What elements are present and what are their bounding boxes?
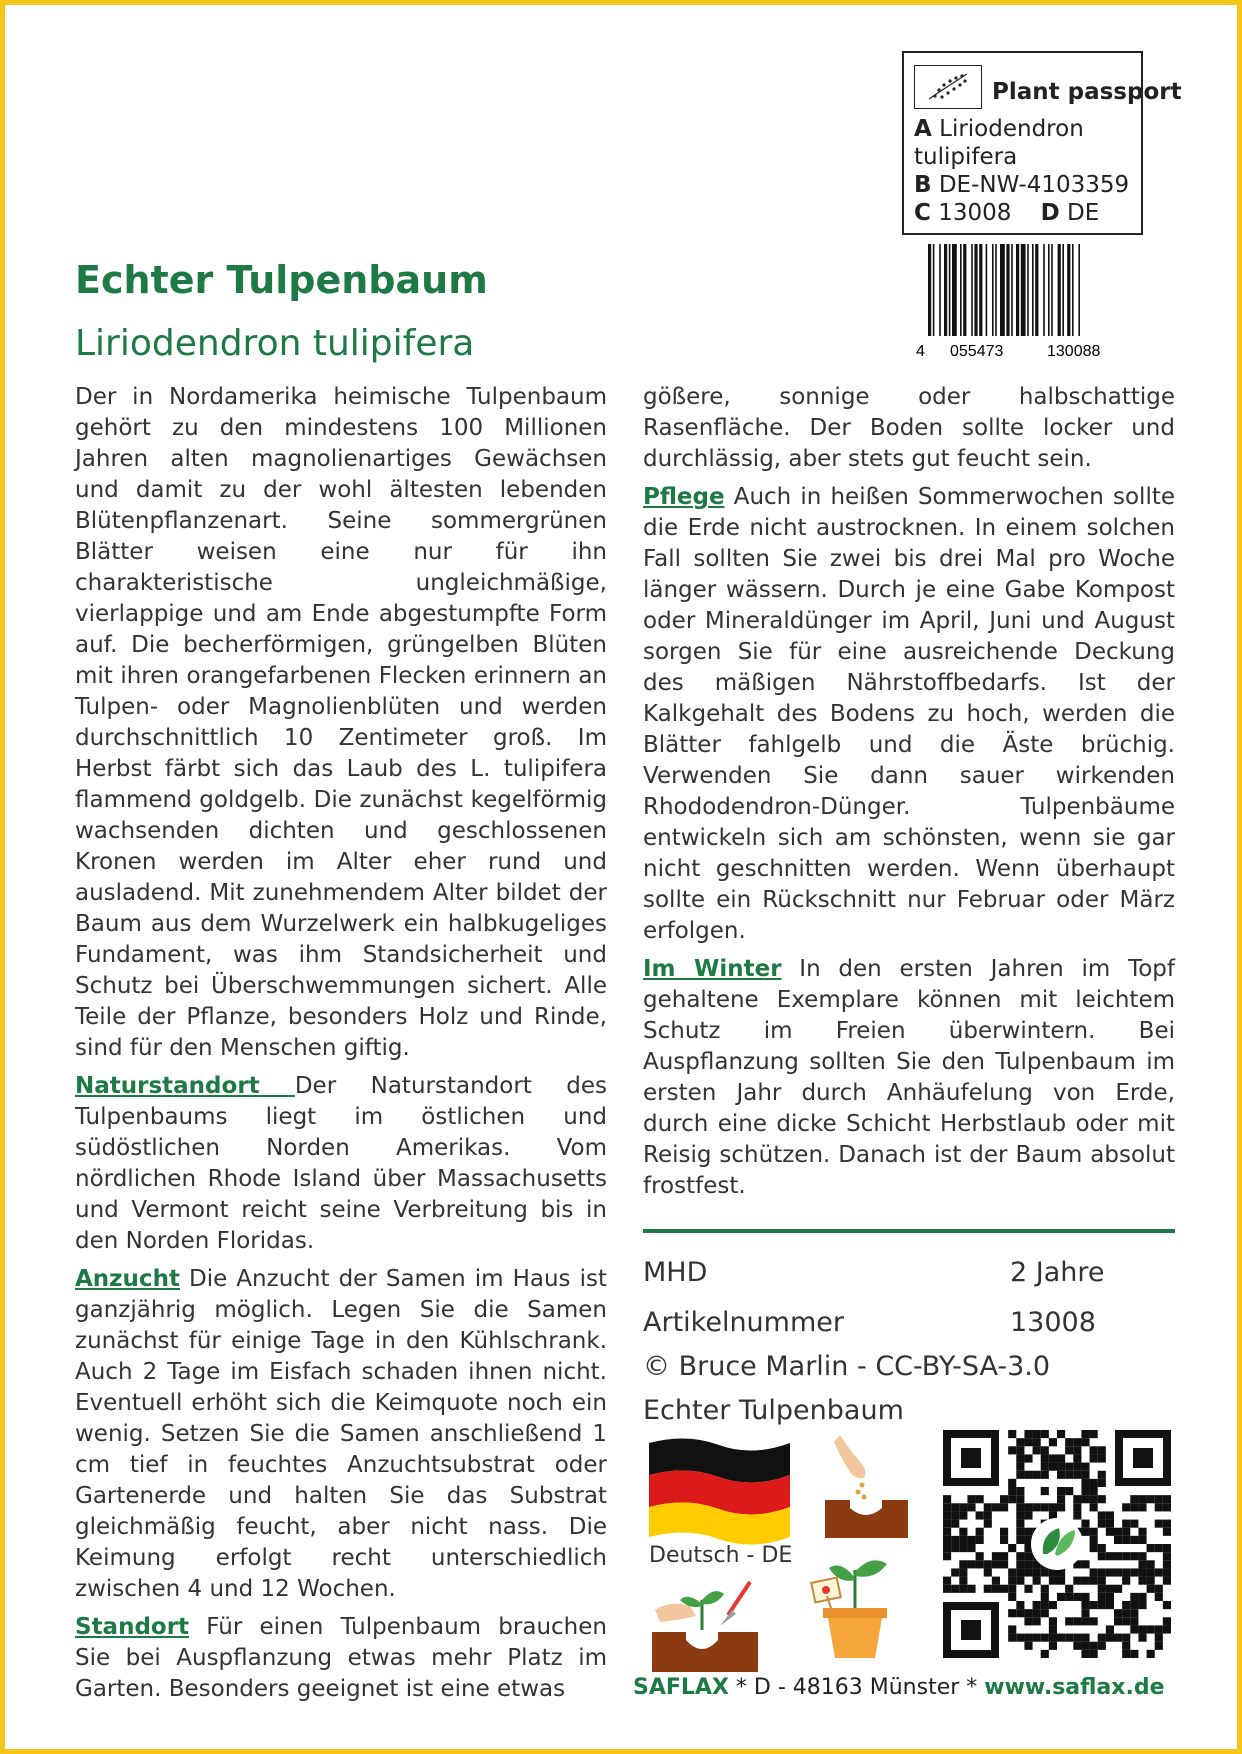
passport-d-label: D xyxy=(1040,200,1060,226)
mhd-label: MHD xyxy=(643,1257,708,1288)
german-flag-icon xyxy=(647,1437,792,1545)
standort-text: Für einen Tulpenbaum brauchen Sie bei Auspflanzung etwas mehr Platz im Garten. Besonders geeignet ist eine etwas xyxy=(75,1614,607,1702)
standort-heading: Standort xyxy=(75,1614,190,1640)
standort-continued: gößere, sonnige oder halbschattige Rasenfläche. Der Boden sollte locker und durchlässig, aber stets gut feucht sein. xyxy=(643,384,1175,472)
page-subtitle: Liriodendron tulipifera xyxy=(75,323,475,364)
mhd-value: 2 Jahre xyxy=(1010,1257,1105,1288)
winter-paragraph xyxy=(643,954,1175,1202)
barcode xyxy=(902,240,1146,360)
naturstandort-text: Der Naturstandort des Tulpenbaums liegt im östlichen und südöstlichen Norden Amerikas. Vom nördlichen Rhode Island über Massachusetts und Vermont reicht seine Verbreitung bis in den Norden Floridas. xyxy=(75,1073,608,1254)
intro-paragraph: Der in Nordamerika heimische Tulpenbaum gehört zu den mindestens 100 Millionen Jahren alten magnolienartiges Gewächsen und damit zu der wohl ältesten lebenden Blütenpflanzenart. Seine sommergrünen Blätter weisen eine nur für ihn charakteristische ungleichmäßige, vierlappige und am Ende abgestumpfte Form auf. Die becherförmigen, grüngelben Blüten mit ihren orangefarbenen Flecken erinnern an Tulpen- oder Magnolienblüten und werden durchschnittlich 10 Zentimeter groß. Im Herbst färbt sich das Laub des L. tulipifera flammend goldgelb. Die zunächst kegelförmig wachsenden dichten und geschlossenen Kronen werden im Alter eher rund und ausladend. Mit zunehmendem Alter bildet der Baum aus dem Wurzelwerk ein halbkugeliges Fundament, was ihm Standsicherheit und Schutz bei Überschwemmungen sichert. Alle Teile der Pflanze, besonders Holz und Rinde, sind für den Menschen giftig. xyxy=(75,384,607,1061)
passport-b-label: B xyxy=(914,172,932,198)
passport-a-value: Liriodendron xyxy=(939,116,1084,142)
plant-passport xyxy=(902,51,1182,235)
text-column-left xyxy=(75,382,607,1712)
anzucht-heading: Anzucht xyxy=(75,1266,180,1292)
passport-title: Plant passport xyxy=(992,79,1182,105)
pflege-heading: Pflege xyxy=(643,484,725,510)
brand-name: SAFLAX xyxy=(633,1675,729,1700)
sowing-icon xyxy=(820,1430,912,1540)
website-link[interactable]: www.saflax.de xyxy=(984,1675,1165,1700)
barcode-digits-1: 4 xyxy=(916,343,925,360)
product-name: Echter Tulpenbaum xyxy=(643,1395,904,1426)
passport-a-value-2: tulipifera xyxy=(914,144,1018,170)
footer xyxy=(633,1675,1165,1700)
pflege-paragraph xyxy=(643,482,1175,947)
passport-c-label: C xyxy=(914,200,931,226)
eu-organic-leaf-icon xyxy=(914,65,982,109)
winter-heading: Im Winter xyxy=(643,956,782,982)
language-label: Deutsch - DE xyxy=(649,1543,793,1568)
text-column-right xyxy=(643,382,1175,1209)
article-number-value: 13008 xyxy=(1010,1307,1096,1338)
copyright: © Bruce Marlin - CC-BY-SA-3.0 xyxy=(643,1351,1051,1382)
naturstandort-heading: Naturstandort xyxy=(75,1073,295,1099)
naturstandort-paragraph xyxy=(75,1071,607,1257)
standort-paragraph xyxy=(75,1612,607,1705)
potted-plant-icon xyxy=(805,1550,895,1660)
passport-d-value: DE xyxy=(1067,200,1100,226)
article-number-label: Artikelnummer xyxy=(643,1307,844,1338)
winter-text: In den ersten Jahren im Topf gehaltene Exemplare können mit leichtem Schutz im Freien überwintern. Bei Auspflanzung sollten Sie den Tulpenbaum im ersten Jahr durch Anhäufelung von Erde, durch eine dicke Schicht Herbstlaub oder mit Reisig schützen. Danach ist der Baum absolut frostfest. xyxy=(643,956,1175,1199)
passport-c-value: 13008 xyxy=(938,200,1012,226)
barcode-digits-3: 130088 xyxy=(1047,343,1101,360)
planting-icon xyxy=(650,1570,760,1675)
passport-b-value: DE-NW-4103359 xyxy=(938,172,1130,198)
qr-code xyxy=(943,1430,1171,1658)
barcode-digits-2: 055473 xyxy=(950,343,1004,360)
divider xyxy=(643,1229,1175,1233)
address: * D - 48163 Münster * xyxy=(728,1675,985,1700)
anzucht-paragraph xyxy=(75,1264,607,1605)
page-title: Echter Tulpenbaum xyxy=(75,258,488,302)
pflege-text: Auch in heißen Sommerwochen sollte die Erde nicht austrocknen. In einem solchen Fall sollten Sie zwei bis drei Mal pro Woche länger wässern. Durch je eine Gabe Kompost oder Mineraldünger im April, Juni und August sorgen Sie für eine ausreichende Deckung des mäßigen Nährstoffbedarfs. Ist der Kalkgehalt des Bodens zu hoch, werden die Blätter fahlgelb und die Äste brüchig. Verwenden Sie dann sauer wirkenden Rhododendron-Dünger. Tulpenbäume entwickeln sich am schönsten, wenn sie gar nicht geschnitten werden. Wenn überhaupt sollte ein Rückschnitt nur Februar oder März erfolgen. xyxy=(643,484,1175,944)
anzucht-text: Die Anzucht der Samen im Haus ist ganzjährig möglich. Legen Sie die Samen zunächst für einige Tage in den Kühlschrank. Auch 2 Tage im Eisfach schaden ihnen nicht. Eventuell erhöht sich die Keimquote noch ein wenig. Setzen Sie die Samen anschließend 1 cm tief in feuchtes Anzuchtsubstrat oder Gartenerde und halten Sie das Substrat gleichmäßig feucht, aber nicht nass. Die Keimung erfolgt recht unterschiedlich zwischen 4 und 12 Wochen. xyxy=(75,1266,607,1602)
passport-a-label: A xyxy=(914,116,932,142)
passport-fields xyxy=(914,115,1129,227)
